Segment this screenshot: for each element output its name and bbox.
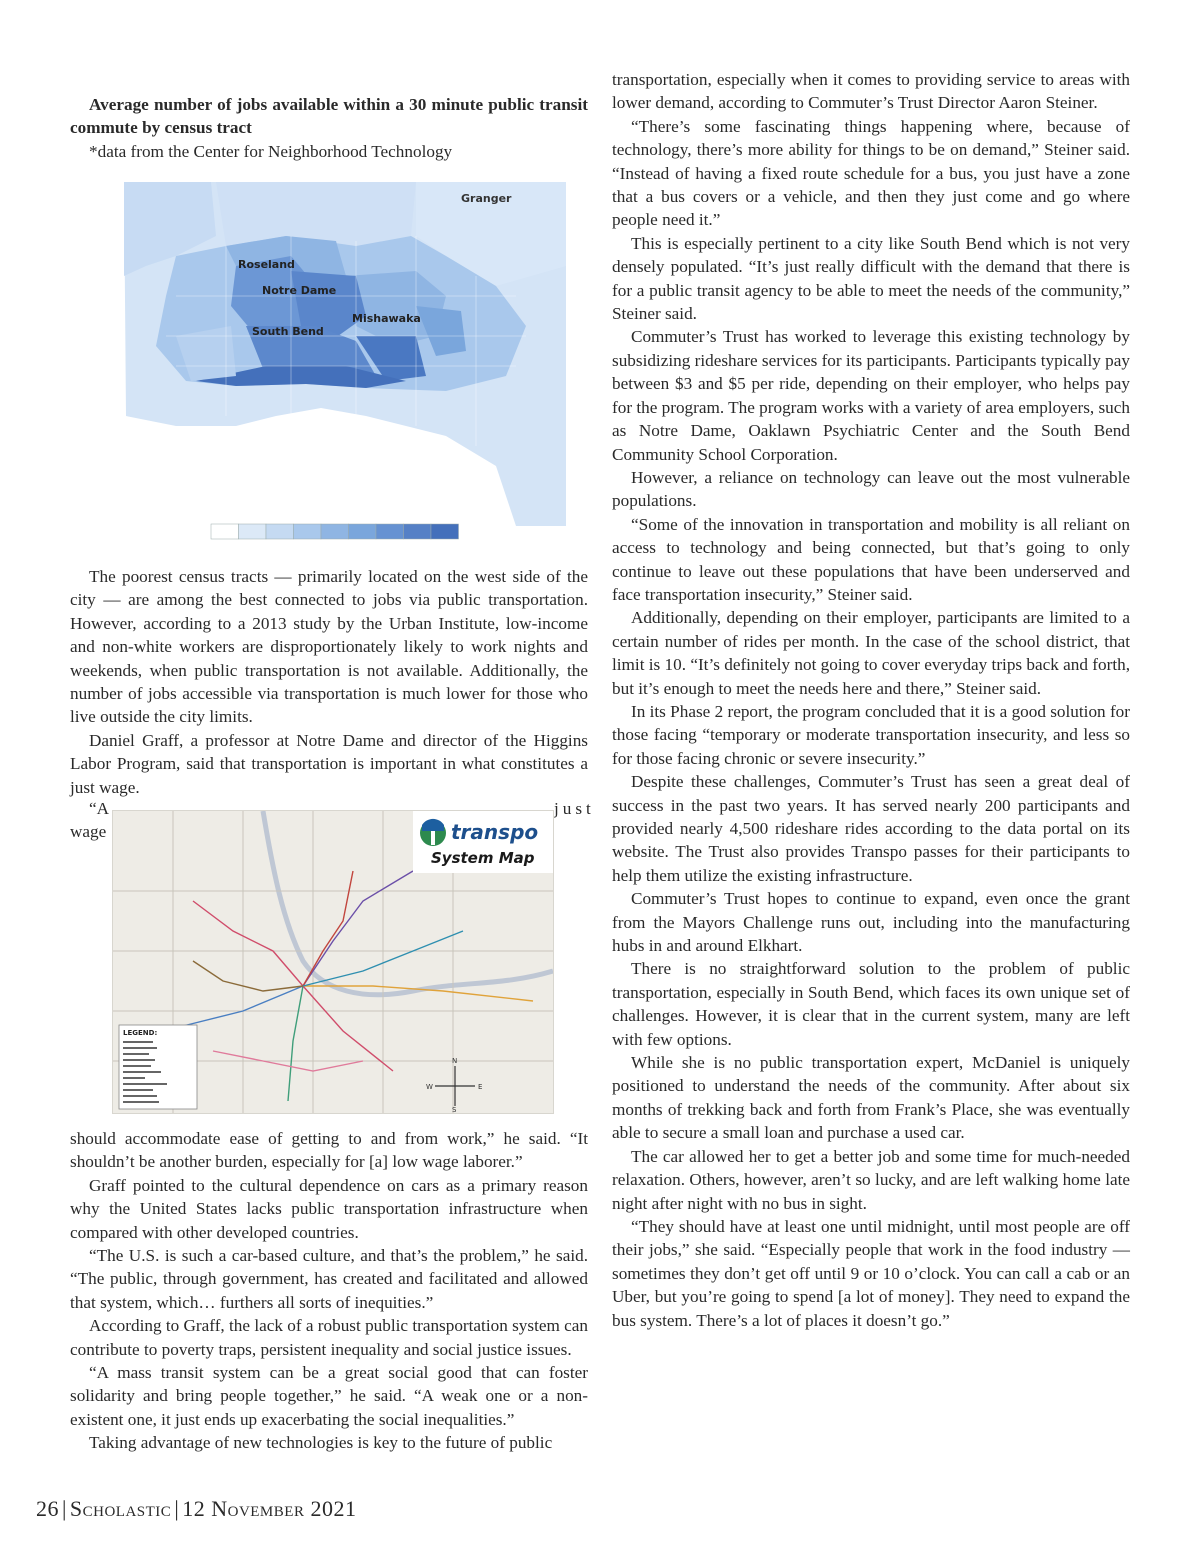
wrapped-text-end: just	[554, 799, 595, 818]
label-south-bend: South Bend	[252, 325, 324, 338]
left-column-body-bottom	[70, 1127, 588, 1455]
legend-swatch	[266, 524, 294, 539]
legend-swatch	[239, 524, 267, 539]
paragraph: “A mass transit system can be a great social good that can foster solidarity and bring people together,” he said. “A weak one or a non-existent one, it just ends up exacerbating the social inequalities.”	[70, 1363, 588, 1429]
heatmap-legend-scale	[211, 524, 459, 539]
paragraph: According to Graff, the lack of a robust public transportation system can contribute to poverty traps, persistent inequality and social justice issues.	[70, 1316, 588, 1359]
legend-swatch	[431, 524, 459, 539]
system-map-title: System Map	[431, 849, 535, 867]
jobs-heatmap	[116, 176, 574, 556]
magazine-name: Scholastic	[69, 1496, 172, 1521]
legend-swatch	[294, 524, 322, 539]
label-roseland: Roseland	[238, 258, 295, 271]
wrapped-text-start: “A	[89, 799, 110, 818]
paragraph: There is no straightforward solution to the problem of public transportation, especially in South Bend, which faces its own unique set of challenges. However, it is clear that in the current system, many are left with few options.	[612, 959, 1130, 1049]
paragraph: “They should have at least one until midnight, until most people are off their jobs,” she said. “Especially people that work in the food industry — sometimes they don’t get off until 9 or 10 o’clock. You can call a cab or an Uber, but you’re going to spend [a lot of money]. They need to expand the bus system. There’s a lot of places it doesn’t go.”	[612, 1216, 1130, 1330]
paragraph: Daniel Graff, a professor at Notre Dame and director of the Higgins Labor Program, said that transportation is important in what constitutes a just wage.	[70, 730, 588, 797]
transpo-system-map	[112, 810, 554, 1114]
legend-title: LEGEND:	[123, 1029, 158, 1037]
paragraph: This is especially pertinent to a city like South Bend which is not very densely populated. “It’s just really difficult with the demand that there is for a public transit agency to be able to meet the needs of the community,” Steiner said.	[612, 233, 1130, 324]
label-mishawaka: Mishawaka	[352, 312, 421, 325]
paragraph: “The U.S. is such a car-based culture, and that’s the problem,” he said. “The public, through government, has created and facilitated and allowed that system, which… furthers all sorts of inequities.”	[70, 1246, 588, 1312]
label-notre-dame: Notre Dame	[262, 284, 337, 297]
paragraph: However, a reliance on technology can leave out the most vulnerable populations.	[612, 467, 1130, 511]
legend-swatch	[349, 524, 377, 539]
paragraph: Graff pointed to the cultural dependence on cars as a primary reason why the United States lacks public transportation infrastructure when compared with other developed countries.	[70, 1175, 588, 1242]
paragraph: While she is no public transportation expert, McDaniel is uniquely positioned to understand the needs of the community. After about six months of trekking back and forth from Frank’s Place, she was eventually able to secure a small loan and purchase a used car.	[612, 1053, 1130, 1143]
paragraph: Despite these challenges, Commuter’s Trust has seen a great deal of success in the past two years. It has served nearly 200 participants and provided nearly 4,500 rideshare rides according to the data portal on its website. The Trust also provides Transpo passes for their participants to help them utilize the existing infrastructure.	[612, 772, 1130, 885]
svg-text:E: E	[478, 1083, 483, 1091]
page-footer: 26 | Scholastic | 12 November 2021	[36, 1496, 357, 1521]
svg-text:W: W	[426, 1083, 433, 1091]
svg-text:N: N	[452, 1057, 458, 1065]
paragraph: The poorest census tracts — primarily located on the west side of the city — are among the best connected to jobs via public transportation. However, according to a 2013 study by the Urban Institute, low-income and non-white workers are disproportionately likely to work nights and weekends, when public transportation is not available. Additionally, the number of jobs accessible via transportation is much lower for those who live outside the city limits.	[70, 567, 588, 727]
figure-caption	[70, 93, 588, 163]
paragraph: “There’s some fascinating things happening where, because of technology, there’s more ability for things to be on demand,” Steiner said. “Instead of having a fixed route schedule for a bus, you just have a zone that a bus covers or a vehicle, and then they just come and go where people need it.”	[612, 116, 1130, 230]
caption-source: *data from the Center for Neighborhood Technology	[89, 141, 453, 161]
paragraph: Taking advantage of new technologies is key to the future of public	[89, 1433, 553, 1453]
paragraph: Additionally, depending on their employer, participants are limited to a certain number of rides per month. In the case of the school district, that limit is 10. “It’s definitely not going to cover everyday trips back and forth, but it’s enough to meet the needs here and there,” Steiner said.	[612, 608, 1130, 698]
issue-date: 12 November 2021	[182, 1496, 357, 1521]
paragraph: should accommodate ease of getting to and from work,” he said. “It shouldn’t be another burden, especially for [a] low wage laborer.”	[70, 1129, 588, 1172]
left-column-body-top	[70, 565, 588, 799]
label-granger: Granger	[461, 192, 512, 205]
legend-swatch	[376, 524, 404, 539]
paragraph: In its Phase 2 report, the program concluded that it is a good solution for those facing “temporary or moderate transportation insecurity, and less so for those facing chronic or severe insecurity.”	[612, 701, 1130, 768]
legend-swatch	[321, 524, 349, 539]
paragraph: “Some of the innovation in transportation and mobility is all reliant on access to technology and being connected, but that’s going to only continue to leave out these populations that have been underserved and face transportation insecurity,” Steiner said.	[612, 514, 1130, 604]
paragraph: Commuter’s Trust has worked to leverage this existing technology by subsidizing rideshare services for its participants. Participants typically pay between $3 and $5 per ride, depending on their employer, who helps pay for the program. The program works with a variety of area employers, such as Notre Dame, Oaklawn Psychiatric Center and the South Bend Community School Corporation.	[612, 327, 1130, 464]
paragraph: Commuter’s Trust hopes to continue to expand, even once the grant from the Mayors Challenge runs out, including into the manufacturing hubs in and around Elkhart.	[612, 889, 1130, 956]
legend-swatch	[404, 524, 432, 539]
right-column-body	[612, 68, 1130, 1332]
legend-swatch	[211, 524, 239, 539]
caption-title: Average number of jobs available within a 30 minute public transit commute by census tract	[70, 95, 588, 138]
svg-text:S: S	[452, 1106, 457, 1113]
wrapped-text-next: wage	[70, 822, 107, 841]
paragraph: The car allowed her to get a better job and some time for much-needed relaxation. Others, however, aren’t so lucky, and are left walking home late night after night with no bus in sight.	[612, 1146, 1130, 1213]
paragraph: transportation, especially when it comes to providing service to areas with lower demand, according to Commuter’s Trust Director Aaron Steiner.	[612, 70, 1130, 113]
transpo-brand: transpo	[451, 820, 539, 844]
page-number: 26	[36, 1496, 59, 1521]
